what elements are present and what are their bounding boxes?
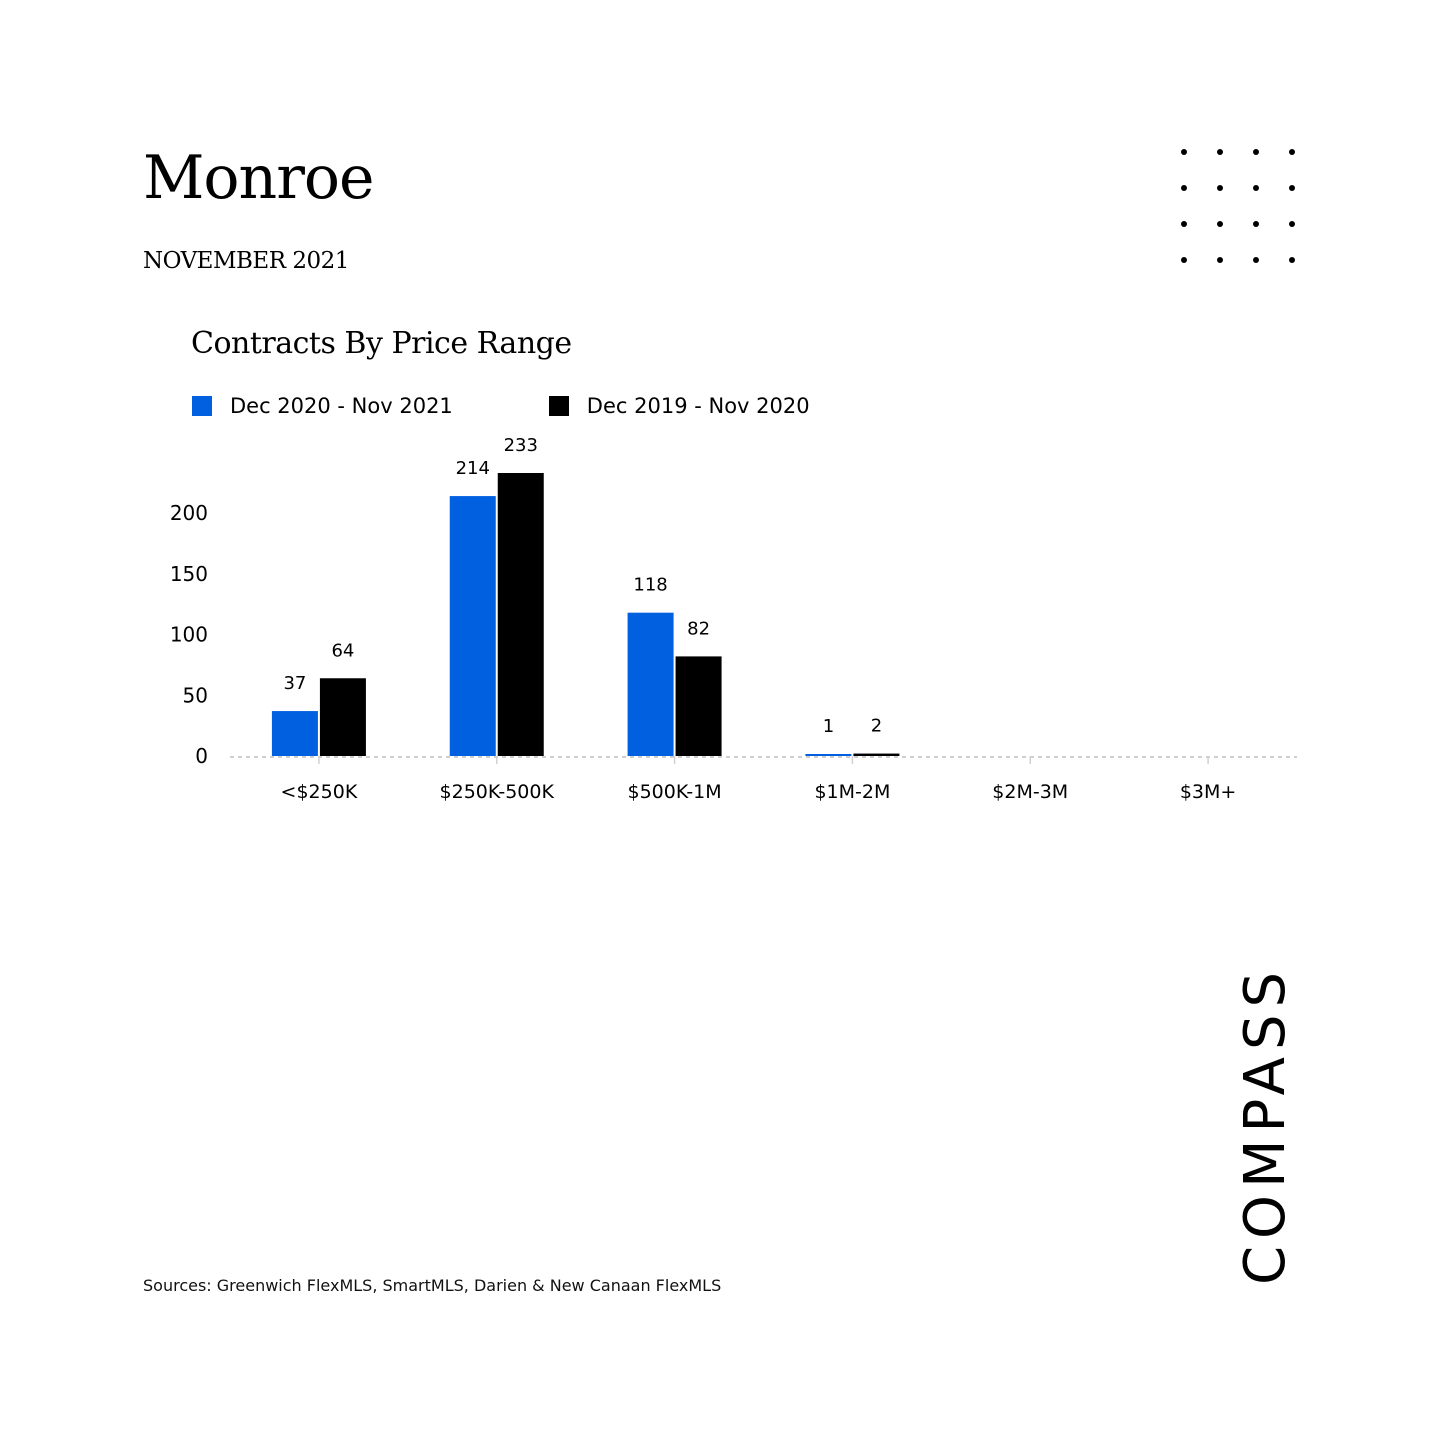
page-subtitle: NOVEMBER 2021 — [143, 248, 349, 274]
bar-prior — [498, 473, 544, 756]
x-tick-label: $2M-3M — [992, 781, 1069, 803]
compass-logo: COMPASS — [1233, 964, 1298, 1286]
bar-current — [805, 754, 851, 756]
data-label: 2 — [870, 715, 883, 737]
bar-current — [628, 613, 674, 756]
data-label: 118 — [633, 574, 668, 596]
data-label: 82 — [687, 618, 711, 640]
bar-prior — [320, 678, 366, 756]
legend-label-prior: Dec 2019 - Nov 2020 — [586, 394, 810, 418]
data-label: 37 — [283, 673, 307, 695]
data-label: 214 — [455, 458, 490, 480]
y-tick-label: 150 — [169, 561, 208, 586]
bar-prior — [676, 656, 722, 756]
x-tick-label: <$250K — [280, 781, 358, 803]
sources-note: Sources: Greenwich FlexMLS, SmartMLS, Darien & New Canaan FlexMLS — [143, 1276, 722, 1295]
y-tick-label: 200 — [169, 501, 208, 526]
bar-current — [272, 711, 318, 756]
data-label: 1 — [822, 716, 835, 737]
x-tick-label: $500K-1M — [627, 781, 722, 803]
data-label: 64 — [331, 640, 355, 662]
x-tick-label: $1M-2M — [814, 781, 891, 803]
x-tick-label: $250K-500K — [439, 781, 554, 803]
bar-prior — [853, 754, 899, 756]
chart-title: Contracts By Price Range — [191, 326, 572, 361]
y-tick-label: 0 — [195, 744, 208, 768]
page-title: Monroe — [143, 143, 374, 213]
legend-label-current: Dec 2020 - Nov 2021 — [230, 394, 453, 418]
y-tick-label: 50 — [182, 683, 208, 708]
data-label: 233 — [503, 435, 538, 456]
bar-current — [450, 496, 496, 756]
x-tick-label: $3M+ — [1179, 781, 1237, 803]
y-tick-label: 100 — [169, 622, 208, 647]
